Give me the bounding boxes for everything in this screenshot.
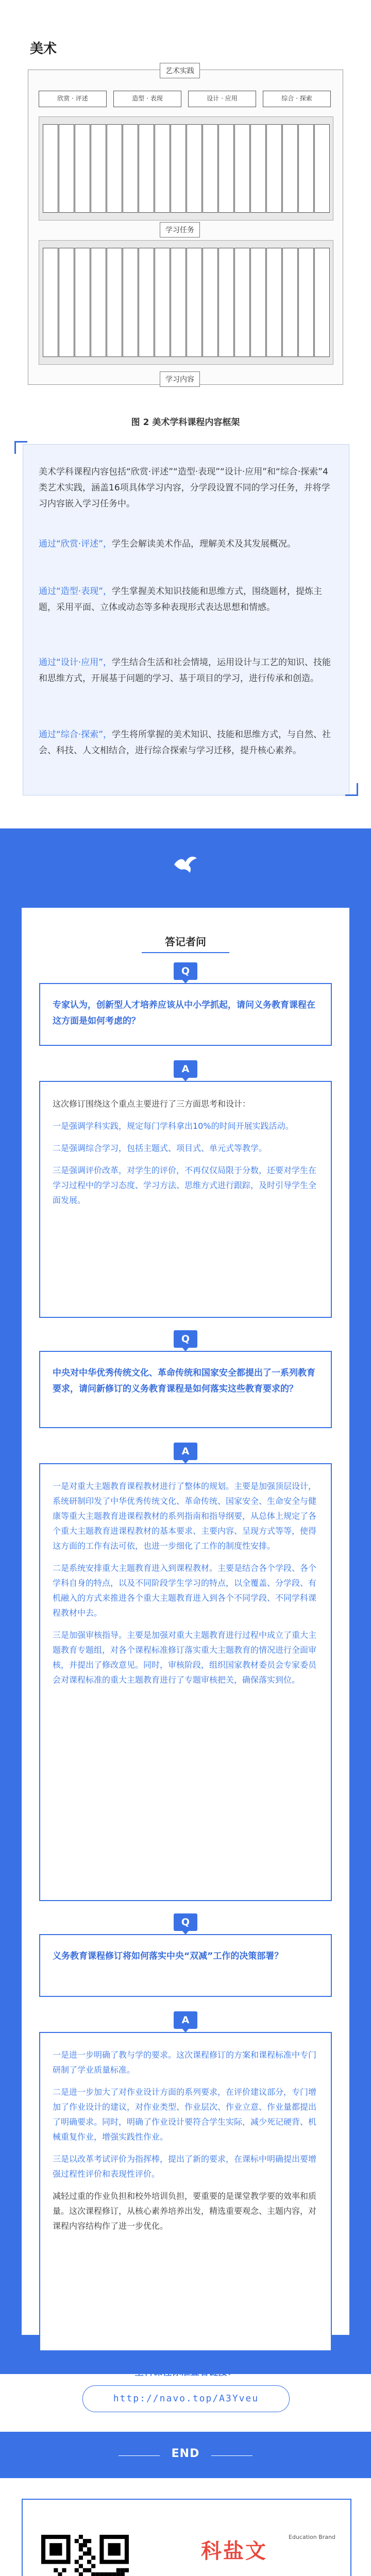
info-paragraph-2-body: 学生会解读美术作品，理解美术及其发展概况。 bbox=[112, 539, 296, 549]
answer-3-para-1: 一是进一步明确了教与学的要求。这次课程修订的方案和课程标准中专门研制了学业质量标准。 bbox=[53, 2050, 317, 2075]
diagram-column-upper bbox=[43, 124, 58, 213]
info-box bbox=[23, 444, 349, 795]
info-paragraph-3-lead: 通过“造型·表现”， bbox=[39, 586, 112, 597]
answer-2-para-2: 二是系统安排重大主题教育进入到课程教材。主要是结合各个学段、各个学科自身的特点，以及不同阶段学生学习的特点，以全覆盖、分学段、有机融入的方式来推进各个重大主题教育进入到各个不同学段、不同学科课程教材中去。 bbox=[53, 1563, 317, 1618]
diagram-bottom-label: 学习内容 bbox=[160, 371, 200, 387]
diagram-column-lower bbox=[250, 248, 266, 357]
qa-title: 答记者问 bbox=[165, 936, 206, 948]
diagram-column-lower bbox=[187, 248, 202, 357]
diagram-column-lower bbox=[155, 248, 170, 357]
dove-icon bbox=[173, 854, 198, 875]
diagram-column-lower bbox=[171, 248, 186, 357]
subject-title: 美术 bbox=[30, 41, 57, 57]
info-paragraph-4-lead: 通过“设计·应用”， bbox=[39, 657, 112, 668]
diagram-column-upper bbox=[171, 124, 186, 213]
diagram-top-label: 艺术实践 bbox=[160, 63, 200, 78]
answer-2-para-1: 一是对重大主题教育课程教材进行了整体的规划。主要是加强顶层设计，系统研制印发了中华优秀传统文化、革命传统、国家安全、生命安全与健康等重大主题教育进课程教材的系列指南和指导纲要，从总体上规定了各个重大主题教育进课程教材的基本要求、主要内容、呈现方式等等，使得这方面的工作有法可依，也进一步细化了工作的制度性安排。 bbox=[53, 1481, 317, 1551]
diagram-column-upper bbox=[107, 124, 122, 213]
diagram-column-upper bbox=[218, 124, 234, 213]
info-paragraph-2 bbox=[39, 536, 335, 552]
end-rule-right bbox=[211, 2455, 252, 2456]
diagram-column-lower bbox=[203, 248, 218, 357]
qa-title-underline bbox=[142, 952, 229, 953]
curriculum-link[interactable]: http://navo.top/A3Yveu bbox=[82, 2385, 290, 2412]
info-paragraph-5 bbox=[39, 727, 335, 759]
answer-2 bbox=[39, 1463, 332, 1901]
info-paragraph-4 bbox=[39, 655, 335, 687]
diagram-column-upper bbox=[250, 124, 266, 213]
figure-caption: 图 2 美术学科课程内容框架 bbox=[131, 417, 240, 428]
info-corner-bottom-right bbox=[345, 783, 358, 796]
answer-2-para-3: 三是加强审核指导。主要是加强对重大主题教育进行过程中成立了重大主题教育专题组，对各个课程标准修订落实重大主题教育的情况进行全面审核，并提出了修改意见。同时，审核阶段，组织国家教材委员会专家委员会对课程标准的重大主题教育进行了专题审核把关，确保落实到位。 bbox=[53, 1630, 317, 1685]
end-label: END bbox=[171, 2447, 200, 2460]
answer-3-para-4: 减轻过重的作业负担和校外培训负担，要重要的是课堂教学要的效率和质量。这次课程修订，从核心素养培养出发，精选重要观念、主题内容，对课程内容结构作了进一步优化。 bbox=[53, 2191, 317, 2231]
practice-box-1: 欣赏 · 评述 bbox=[39, 91, 107, 107]
a-tag-1: A bbox=[174, 1060, 197, 1078]
practice-box-3: 设计 · 应用 bbox=[188, 91, 256, 107]
diagram-column-upper bbox=[187, 124, 202, 213]
diagram-column-lower bbox=[43, 248, 58, 357]
answer-1-para-3: 二是强调综合学习，包括主题式、项目式、单元式等教学。 bbox=[53, 1143, 267, 1153]
diagram-middle-label: 学习任务 bbox=[160, 222, 200, 238]
diagram-column-lower bbox=[123, 248, 138, 357]
diagram-column-lower bbox=[282, 248, 298, 357]
answer-3-para-2: 二是进一步加大了对作业设计方面的系列要求，在评价建议部分，专门增加了作业设计的建议，对作业类型、作业层次、作业立意、作业量都提出了明确要求。同时，明确了作业设计要符合学生实际，减少死记硬背、机械重复作业，增强实践性作业。 bbox=[53, 2087, 317, 2142]
info-paragraph-1: 美术学科课程内容包括“欣赏·评述”“造型·表现”“设计·应用”和“综合·探索”4类艺术实践，涵盖16项具体学习内容，分学段设置不同的学习任务，并将学习内容嵌入学习任务中。 bbox=[39, 467, 330, 509]
diagram-column-upper bbox=[266, 124, 282, 213]
info-paragraph-5-lead: 通过“综合·探索”， bbox=[39, 730, 112, 740]
diagram-column-upper bbox=[155, 124, 170, 213]
answer-3 bbox=[39, 2032, 332, 2351]
diagram-frame bbox=[28, 67, 343, 385]
diagram-column-upper bbox=[139, 124, 154, 213]
brand-logo-text: 科盐文 bbox=[201, 2539, 267, 2563]
curriculum-diagram bbox=[25, 21, 346, 428]
diagram-column-lower bbox=[59, 248, 74, 357]
diagram-column-upper bbox=[282, 124, 298, 213]
diagram-column-lower bbox=[91, 248, 106, 357]
practice-box-4: 综合 · 探索 bbox=[263, 91, 331, 107]
info-paragraph-5-body: 学生将所掌握的美术知识、技能和思维方式，与自然、社会、科技、人文相结合，进行综合探索与学习迁移，提升核心素养。 bbox=[39, 730, 331, 756]
answer-3-para-3: 三是以改革考试评价为指挥棒，提出了新的要求，在课标中明确提出要增强过程性评价和表现性评价。 bbox=[53, 2154, 317, 2179]
q-tag-3: Q bbox=[174, 1913, 197, 1931]
diagram-column-upper bbox=[59, 124, 74, 213]
diagram-column-upper bbox=[314, 124, 330, 213]
diagram-column-upper bbox=[123, 124, 138, 213]
diagram-column-lower bbox=[75, 248, 90, 357]
info-paragraph-3 bbox=[39, 584, 335, 616]
link-title: 全科课程标准查看链接： bbox=[134, 2367, 237, 2378]
a-tag-3: A bbox=[174, 2011, 197, 2029]
practice-box-2: 造型 · 表现 bbox=[113, 91, 181, 107]
diagram-column-lower bbox=[266, 248, 282, 357]
diagram-column-upper bbox=[234, 124, 250, 213]
diagram-column-lower bbox=[218, 248, 234, 357]
diagram-column-upper bbox=[203, 124, 218, 213]
q-tag-1: Q bbox=[174, 962, 197, 980]
info-paragraph-2-lead: 通过“欣赏·评述”， bbox=[39, 539, 112, 549]
question-3: 义务教育课程修订将如何落实中央“双减”工作的决策部署？ bbox=[39, 1934, 332, 1997]
diagram-column-lower bbox=[234, 248, 250, 357]
diagram-column-lower bbox=[139, 248, 154, 357]
question-2: 中央对中华优秀传统文化、革命传统和国家安全都提出了一系列教育要求，请问新修订的义务教育课程是如何落实这些教育要求的？ bbox=[39, 1351, 332, 1428]
diagram-column-upper bbox=[298, 124, 314, 213]
question-1: 专家认为，创新型人才培养应该从中小学抓起，请问义务教育课程在这方面是如何考虑的？ bbox=[39, 983, 332, 1046]
answer-1 bbox=[39, 1081, 332, 1318]
answer-1-para-4: 三是强调评价改革，对学生的评价，不再仅仅局限于分数，还要对学生在学习过程中的学习态度、学习方法、思维方式进行跟踪，及时引导学生全面发展。 bbox=[53, 1165, 317, 1205]
diagram-column-lower bbox=[298, 248, 314, 357]
diagram-column-upper bbox=[75, 124, 90, 213]
info-paragraph-4-body: 学生结合生活和社会情境，运用设计与工艺的知识、技能和思维方式，开展基于问题的学习、基于项目的学习，进行传承和创造。 bbox=[39, 657, 331, 684]
q-tag-2: Q bbox=[174, 1330, 197, 1348]
info-paragraph-3-body: 学生掌握美术知识技能和思维方式，围绕题材，提炼主题，采用平面、立体或动态等多种表现形式表达思想和情感。 bbox=[39, 586, 323, 613]
diagram-column-lower bbox=[107, 248, 122, 357]
diagram-column-lower bbox=[314, 248, 330, 357]
brand-sub: Education Brand bbox=[289, 2534, 336, 2540]
qr-code[interactable] bbox=[41, 2535, 129, 2576]
a-tag-2: A bbox=[174, 1443, 197, 1460]
diagram-column-upper bbox=[91, 124, 106, 213]
answer-1-para-2: 一是强调学科实践，规定每门学科拿出10%的时间开展实践活动。 bbox=[53, 1121, 294, 1131]
answer-1-para-1: 这次修订围绕这个重点主要进行了三方面思考和设计： bbox=[53, 1099, 251, 1109]
